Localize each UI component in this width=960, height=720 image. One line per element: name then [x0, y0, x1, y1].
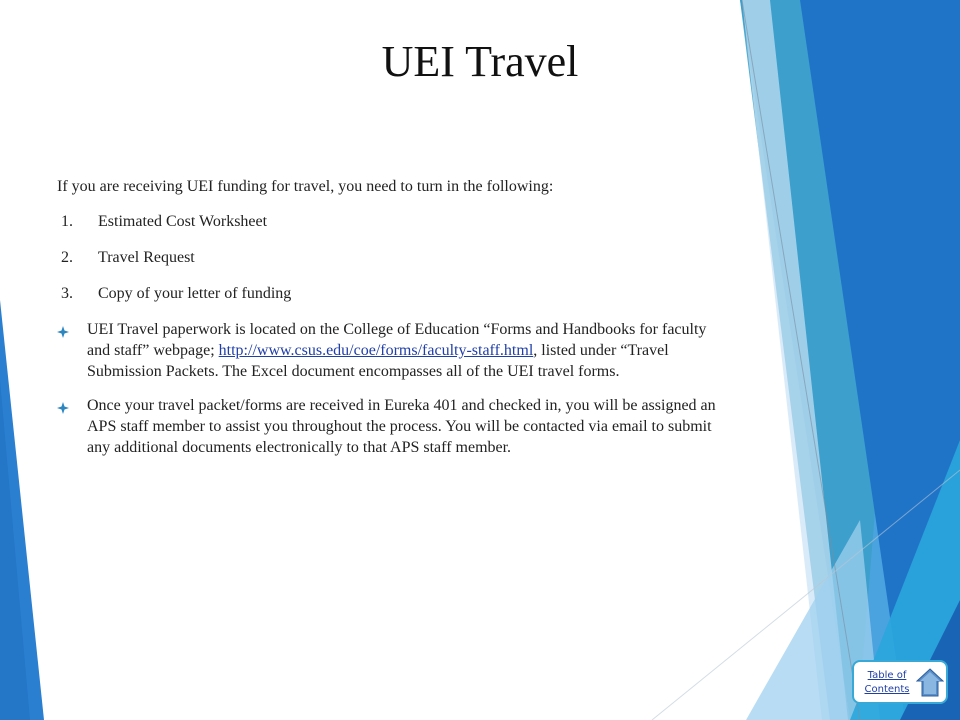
list-item-label: Estimated Cost Worksheet — [98, 213, 268, 230]
slide-body — [57, 176, 717, 471]
toc-label[interactable] — [860, 669, 914, 697]
list-item — [57, 247, 717, 268]
list-item-label: Copy of your letter of funding — [98, 285, 292, 302]
bullet-text-after: , listed under “Travel Submission Packets. The Excel document encompasses all of the UEI travel forms. — [87, 342, 669, 380]
bullet-process — [57, 395, 717, 458]
list-item — [57, 211, 717, 232]
list-item — [57, 283, 717, 304]
list-item-number: 3. — [61, 285, 73, 302]
list-item-number: 2. — [61, 249, 73, 266]
slide-title: UEI Travel — [381, 37, 579, 86]
table-of-contents-button[interactable] — [852, 660, 948, 704]
diamond-bullet-icon — [57, 395, 87, 458]
toc-label-line2: Contents — [864, 684, 910, 695]
intro-text: If you are receiving UEI funding for travel, you need to turn in the following: — [57, 178, 554, 195]
bullet-text-before: UEI Travel paperwork is located on the College of Education “Forms and Handbooks for faculty and staff” webpage; — [87, 321, 707, 359]
diamond-bullet-icon — [57, 319, 87, 382]
requirements-list — [57, 211, 717, 304]
list-item-label: Travel Request — [98, 249, 195, 266]
forms-link[interactable]: http://www.csus.edu/coe/forms/faculty-staff.html — [218, 342, 534, 359]
list-item-number: 1. — [61, 213, 73, 230]
bullet-text — [87, 319, 717, 382]
toc-label-line1: Table of — [867, 670, 907, 681]
home-icon[interactable] — [916, 668, 944, 702]
bullet-text: Once your travel packet/forms are received in Eureka 401 and checked in, you will be assigned an APS staff member to assist you throughout the process. You will be contacted via email to submit any additional documents electronically to that APS staff member. — [87, 397, 716, 456]
bullet-paperwork — [57, 319, 717, 382]
